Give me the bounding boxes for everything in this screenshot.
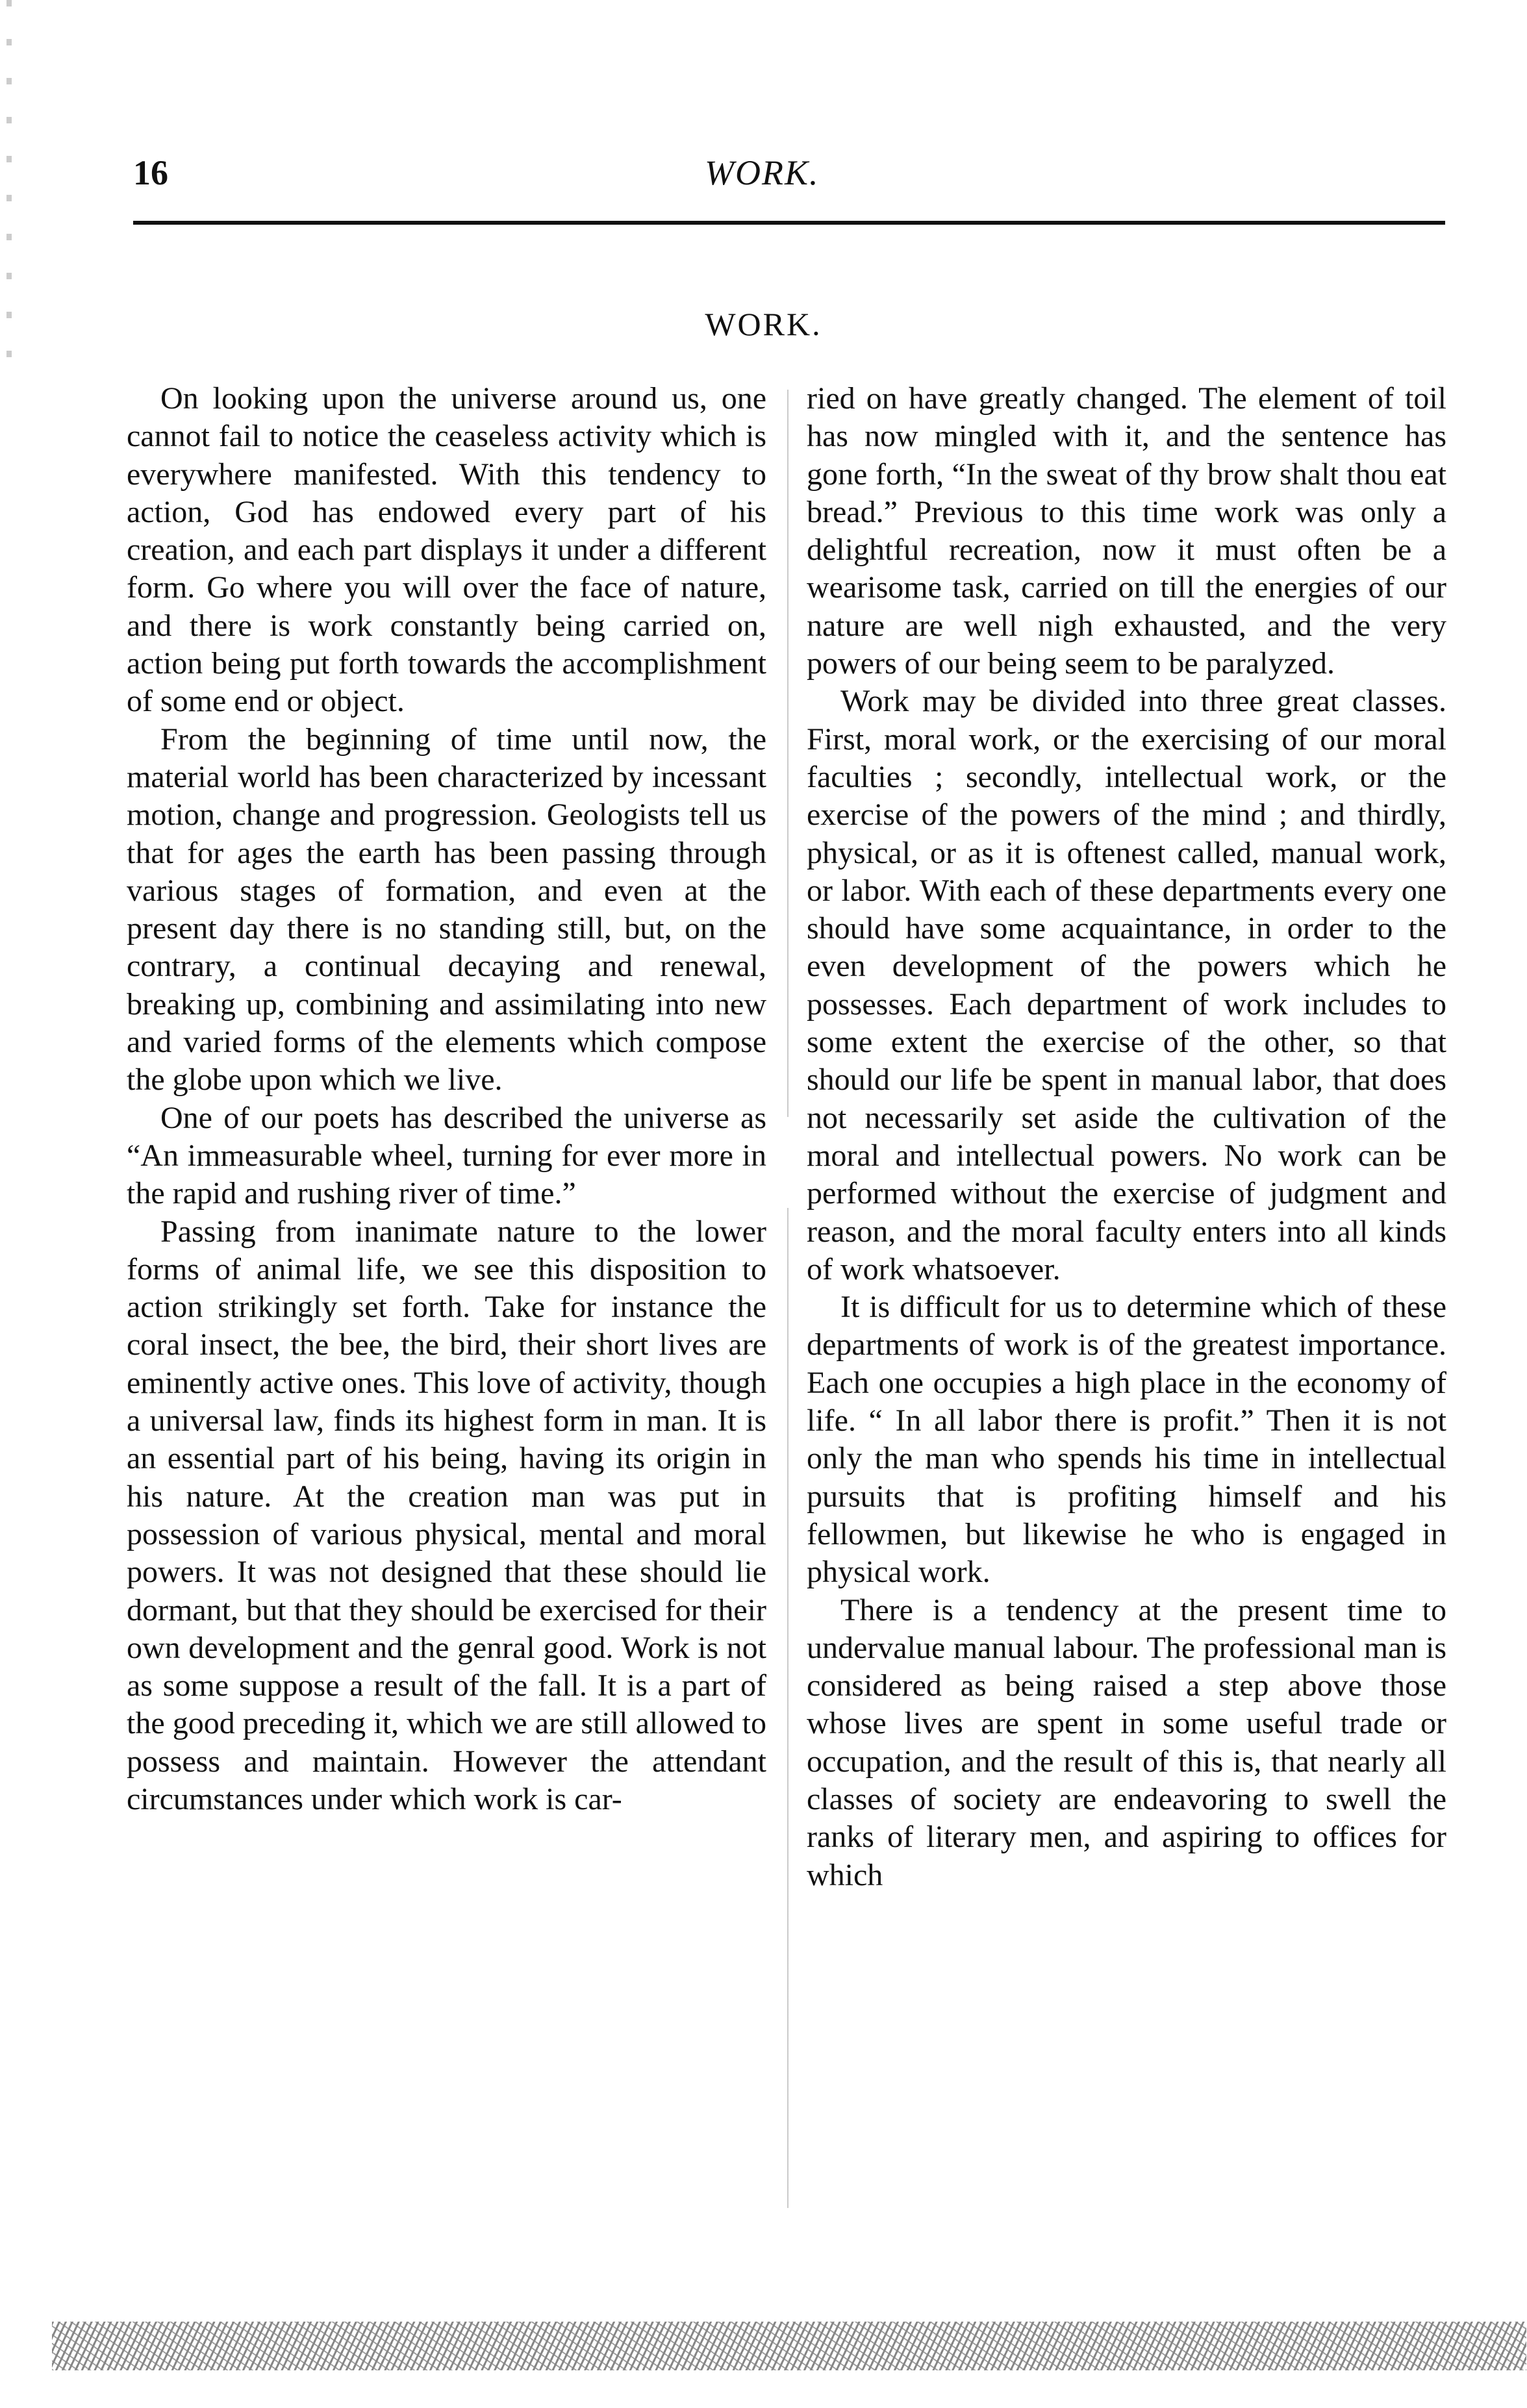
paragraph: One of our poets has described the universe as “An immeasurable wheel, turning for ever more in the rapid and rushing river of time.” (127, 1100, 766, 1211)
paragraph: Work may be divided into three great classes. First, moral work, or the exercising of our moral faculties ; secondly, intellectual work, or the exercise of the powers of the mind ; and thirdly, physical, or as it is oftenest called, manual work, or labor. With each of these departments every one should have some acquaintance, in order to the even development of the powers which he possesses. Each department of work includes to some extent the exercise of the other, so that should our life be spent in manual labor, that does not necessarily set aside the cultivation of the moral and intellectual powers. No work can be performed without the exercise of judgment and reason, and the moral faculty enters into all kinds of work whatsoever. (807, 684, 1446, 1286)
article-title: WORK. (705, 306, 822, 342)
paragraph: Passing from inanimate nature to the lower forms of animal life, we see this disposition to action strikingly set forth. Take for instance the coral insect, the bee, the bird, their short lives are eminently active ones. This love of activity, though a universal law, finds its highest form in man. It is an essential part of his being, having its origin in his nature. At the creation man was put in possession of various physical, mental and moral powers. It was not designed that these should lie dormant, but that they should be exercised for their own development and the genral good. Work is not as some suppose a result of the fall. It is a part of the good preceding it, which we are still allowed to possess and maintain. However the attendant circumstances under which work is car- (127, 1214, 766, 1816)
footer-scan-band (52, 2322, 1526, 2370)
running-title: WORK. (705, 153, 820, 192)
paragraph-continued: ried on have greatly changed. The element of toil has now mingled with it, and the sentence has gone forth, “In the sweat of thy brow shalt thou eat bread.” Previous to this time work was only a delightful recreation, now it must often be a wearisome task, carried on till the energies of our nature are well nigh exhausted, and the very powers of our being seem to be paralyzed. (807, 381, 1446, 681)
running-head (133, 133, 1445, 205)
left-column (127, 380, 766, 1818)
paragraph: It is difficult for us to determine which of these departments of work is of the greatest importance. Each one occupies a high place in the economy of life. “ In all labor there is profit.” Then it is not only the man who spends his time in intellectual pursuits that is profiting himself and his fellowmen, but likewise he who is engaged in physical work. (807, 1290, 1446, 1590)
column-divider (787, 390, 789, 2208)
paragraph: On looking upon the universe around us, one cannot fail to notice the ceaseless activity which is everywhere manifested. With this tendency to action, God has endowed every part of his creation, and each part displays it under a different form. Go where you will over the face of nature, and there is work constantly being carried on, action being put forth towards the accomplishment of some end or object. (127, 381, 766, 719)
paragraph: From the beginning of time until now, the material world has been characterized by incessant motion, change and progression. Geologists tell us that for ages the earth has been passing through various stages of formation, and even at the present day there is no standing still, but, on the contrary, a continual decaying and renewal, breaking up, combining and assimilating into new and varied forms of the elements which compose the globe upon which we live. (127, 721, 766, 1097)
right-column (807, 380, 1446, 1894)
header-rule (133, 221, 1445, 225)
page-number: 16 (133, 153, 168, 192)
paragraph: There is a tendency at the present time to undervalue manual labour. The professional man is considered as being raised a step above those whose lives are spent in some useful trade or occupation, and the result of this is, that nearly all classes of society are endeavoring to swell the ranks of literary men, and aspiring to offices for which (807, 1592, 1446, 1892)
